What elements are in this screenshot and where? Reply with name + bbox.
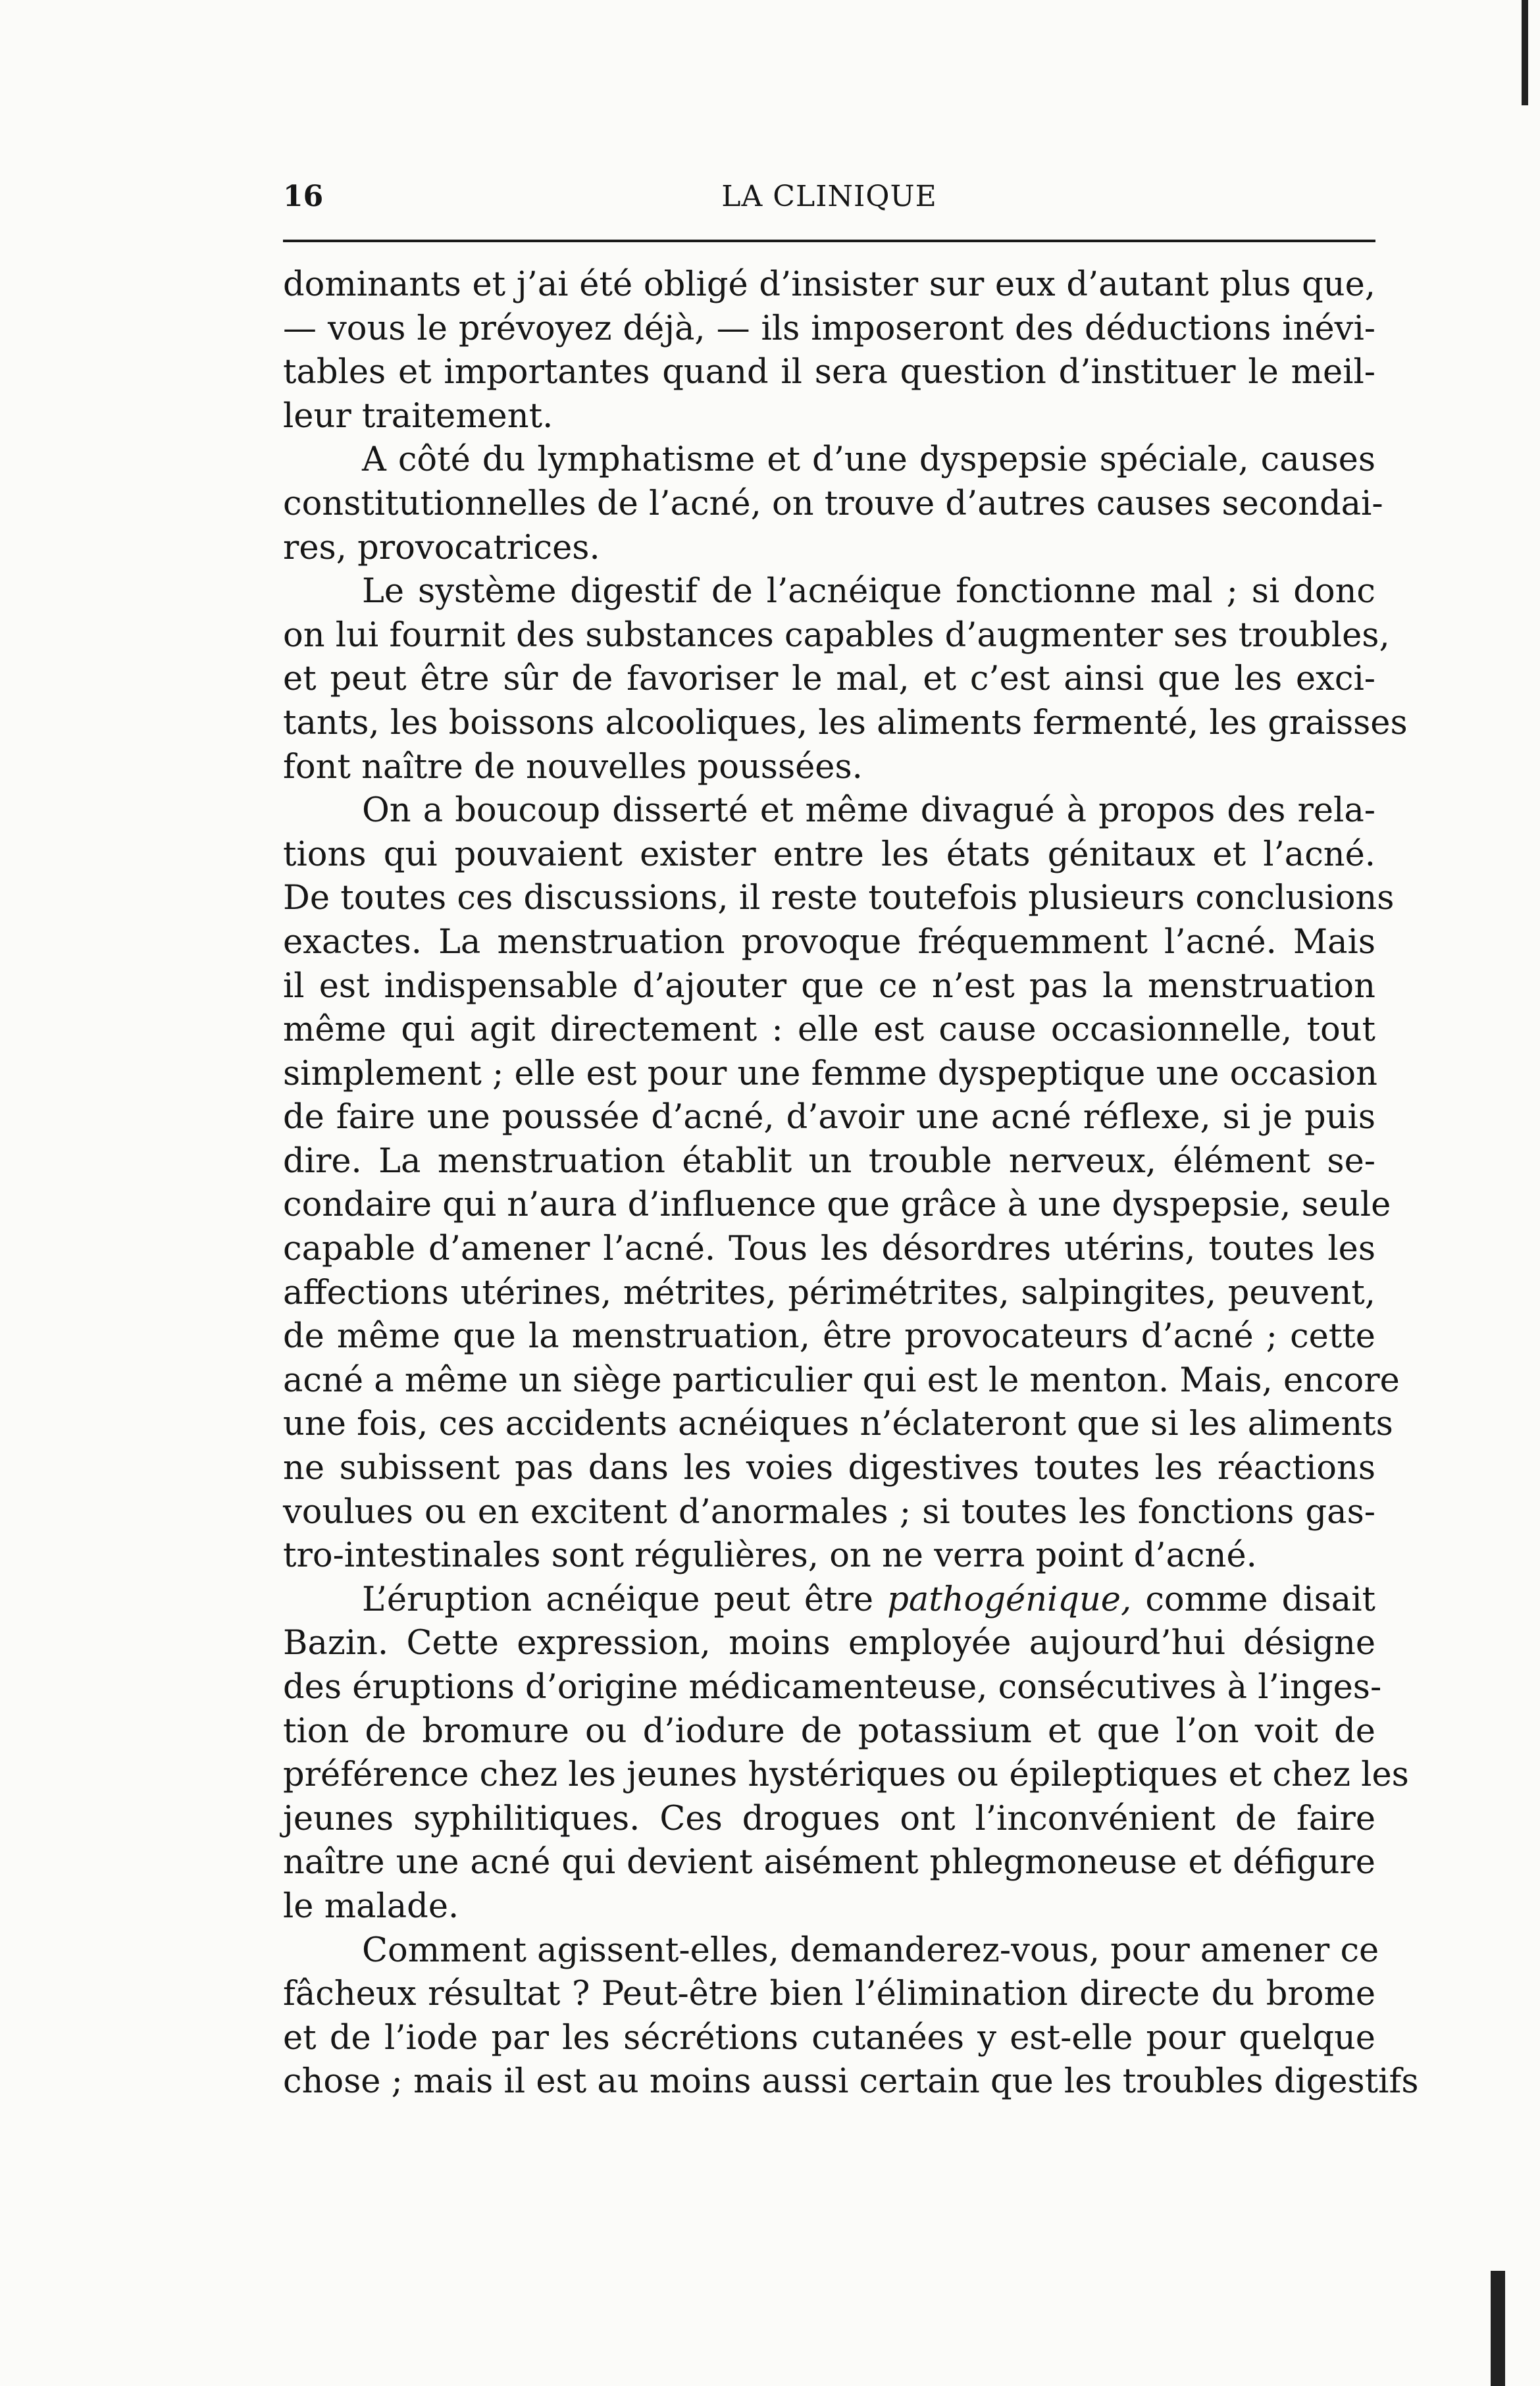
text-line: Comment agissent-elles, demanderez-vous, pour amener ce <box>362 1931 1379 1970</box>
text-line: une fois, ces accidents acnéiques n’éclateront que si les aliments <box>283 1405 1393 1444</box>
text-line: même qui agit directement : elle est cause occasionnelle, tout <box>283 1010 1375 1050</box>
text-line: capable d’amener l’acné. Tous les désordres utérins, toutes les <box>283 1230 1375 1269</box>
text-line: des éruptions d’origine médicamenteuse, consécutives à l’inges- <box>283 1668 1382 1707</box>
text-line: de faire une poussée d’acné, d’avoir une acné réflexe, si je puis <box>283 1098 1375 1137</box>
text-line: tables et importantes quand il sera question d’instituer le meil- <box>283 353 1375 392</box>
text-line: et de l’iode par les sécrétions cutanées y est-elle pour quelque <box>283 2018 1375 2058</box>
page-header <box>283 180 1375 219</box>
text-line: ne subissent pas dans les voies digestives toutes les réactions <box>283 1449 1375 1488</box>
body-text <box>283 263 1419 2104</box>
text-line: Bazin. Cette expression, moins employée aujourd’hui désigne <box>283 1624 1375 1663</box>
text-line: fâcheux résultat ? Peut-être bien l’élimination directe du brome <box>283 1975 1375 2014</box>
text-line: simplement ; elle est pour une femme dyspeptique une occasion <box>283 1054 1377 1093</box>
text-line: leur traitement. <box>283 396 553 436</box>
text-line: res, provocatrices. <box>283 528 600 567</box>
text-line: chose ; mais il est au moins aussi certain que les troubles digestifs <box>283 2062 1419 2102</box>
text-line: exactes. La menstruation provoque fréquemment l’acné. Mais <box>283 922 1375 962</box>
text-line: de même que la menstruation, être provocateurs d’acné ; cette <box>283 1317 1375 1357</box>
text-line: condaire qui n’aura d’influence que grâce à une dyspepsie, seule <box>283 1185 1391 1225</box>
text-line: L’éruption acnéique peut être pathogénique, comme disait <box>362 1580 1375 1619</box>
text-line: jeunes syphilitiques. Ces drogues ont l’inconvénient de faire <box>283 1799 1375 1838</box>
text-line: On a boucoup disserté et même divagué à propos des rela- <box>362 791 1375 831</box>
scan-edge-mark <box>1522 0 1528 105</box>
header-rule <box>283 240 1375 242</box>
text-line: tants, les boissons alcooliques, les aliments fermenté, les graisses <box>283 703 1408 742</box>
page-number: 16 <box>283 180 324 213</box>
text-line: dire. La menstruation établit un trouble nerveux, élément se- <box>283 1141 1375 1181</box>
text-line: voulues ou en excitent d’anormales ; si toutes les fonctions gas- <box>283 1492 1375 1532</box>
text-line: tions qui pouvaient exister entre les états génitaux et l’acné. <box>283 835 1375 874</box>
text-line: on lui fournit des substances capables d’augmenter ses troubles, <box>283 615 1390 655</box>
text-line: le malade. <box>283 1886 459 1926</box>
text-line: dominants et j’ai été obligé d’insister sur eux d’autant plus que, <box>283 265 1375 304</box>
text-line: A côté du lymphatisme et d’une dyspepsie spéciale, causes <box>362 440 1375 480</box>
text-line: font naître de nouvelles poussées. <box>283 747 863 787</box>
running-title: LA CLINIQUE <box>721 180 937 213</box>
text-line: il est indispensable d’ajouter que ce n’est pas la menstruation <box>283 966 1375 1006</box>
text-line: constitutionnelles de l’acné, on trouve d’autres causes secondai- <box>283 484 1383 523</box>
text-line: Le système digestif de l’acnéique fonctionne mal ; si donc <box>362 572 1375 611</box>
text-line: — vous le prévoyez déjà, — ils imposeront des déductions inévi- <box>283 309 1375 348</box>
text-line: préférence chez les jeunes hystériques ou épileptiques et chez les <box>283 1755 1409 1795</box>
text-line: et peut être sûr de favoriser le mal, et c’est ainsi que les exci- <box>283 660 1375 699</box>
text-line: naître une acné qui devient aisément phlegmoneuse et défigure <box>283 1843 1375 1882</box>
text-line: tion de bromure ou d’iodure de potassium et que l’on voit de <box>283 1711 1375 1751</box>
text-line: De toutes ces discussions, il reste toutefois plusieurs conclusions <box>283 879 1395 918</box>
scan-edge-mark <box>1491 2271 1505 2386</box>
text-line: tro-intestinales sont régulières, on ne verra point d’acné. <box>283 1536 1257 1576</box>
text-line: acné a même un siège particulier qui est le menton. Mais, encore <box>283 1361 1400 1400</box>
text-line: affections utérines, métrites, périmétrites, salpingites, peuvent, <box>283 1273 1375 1312</box>
